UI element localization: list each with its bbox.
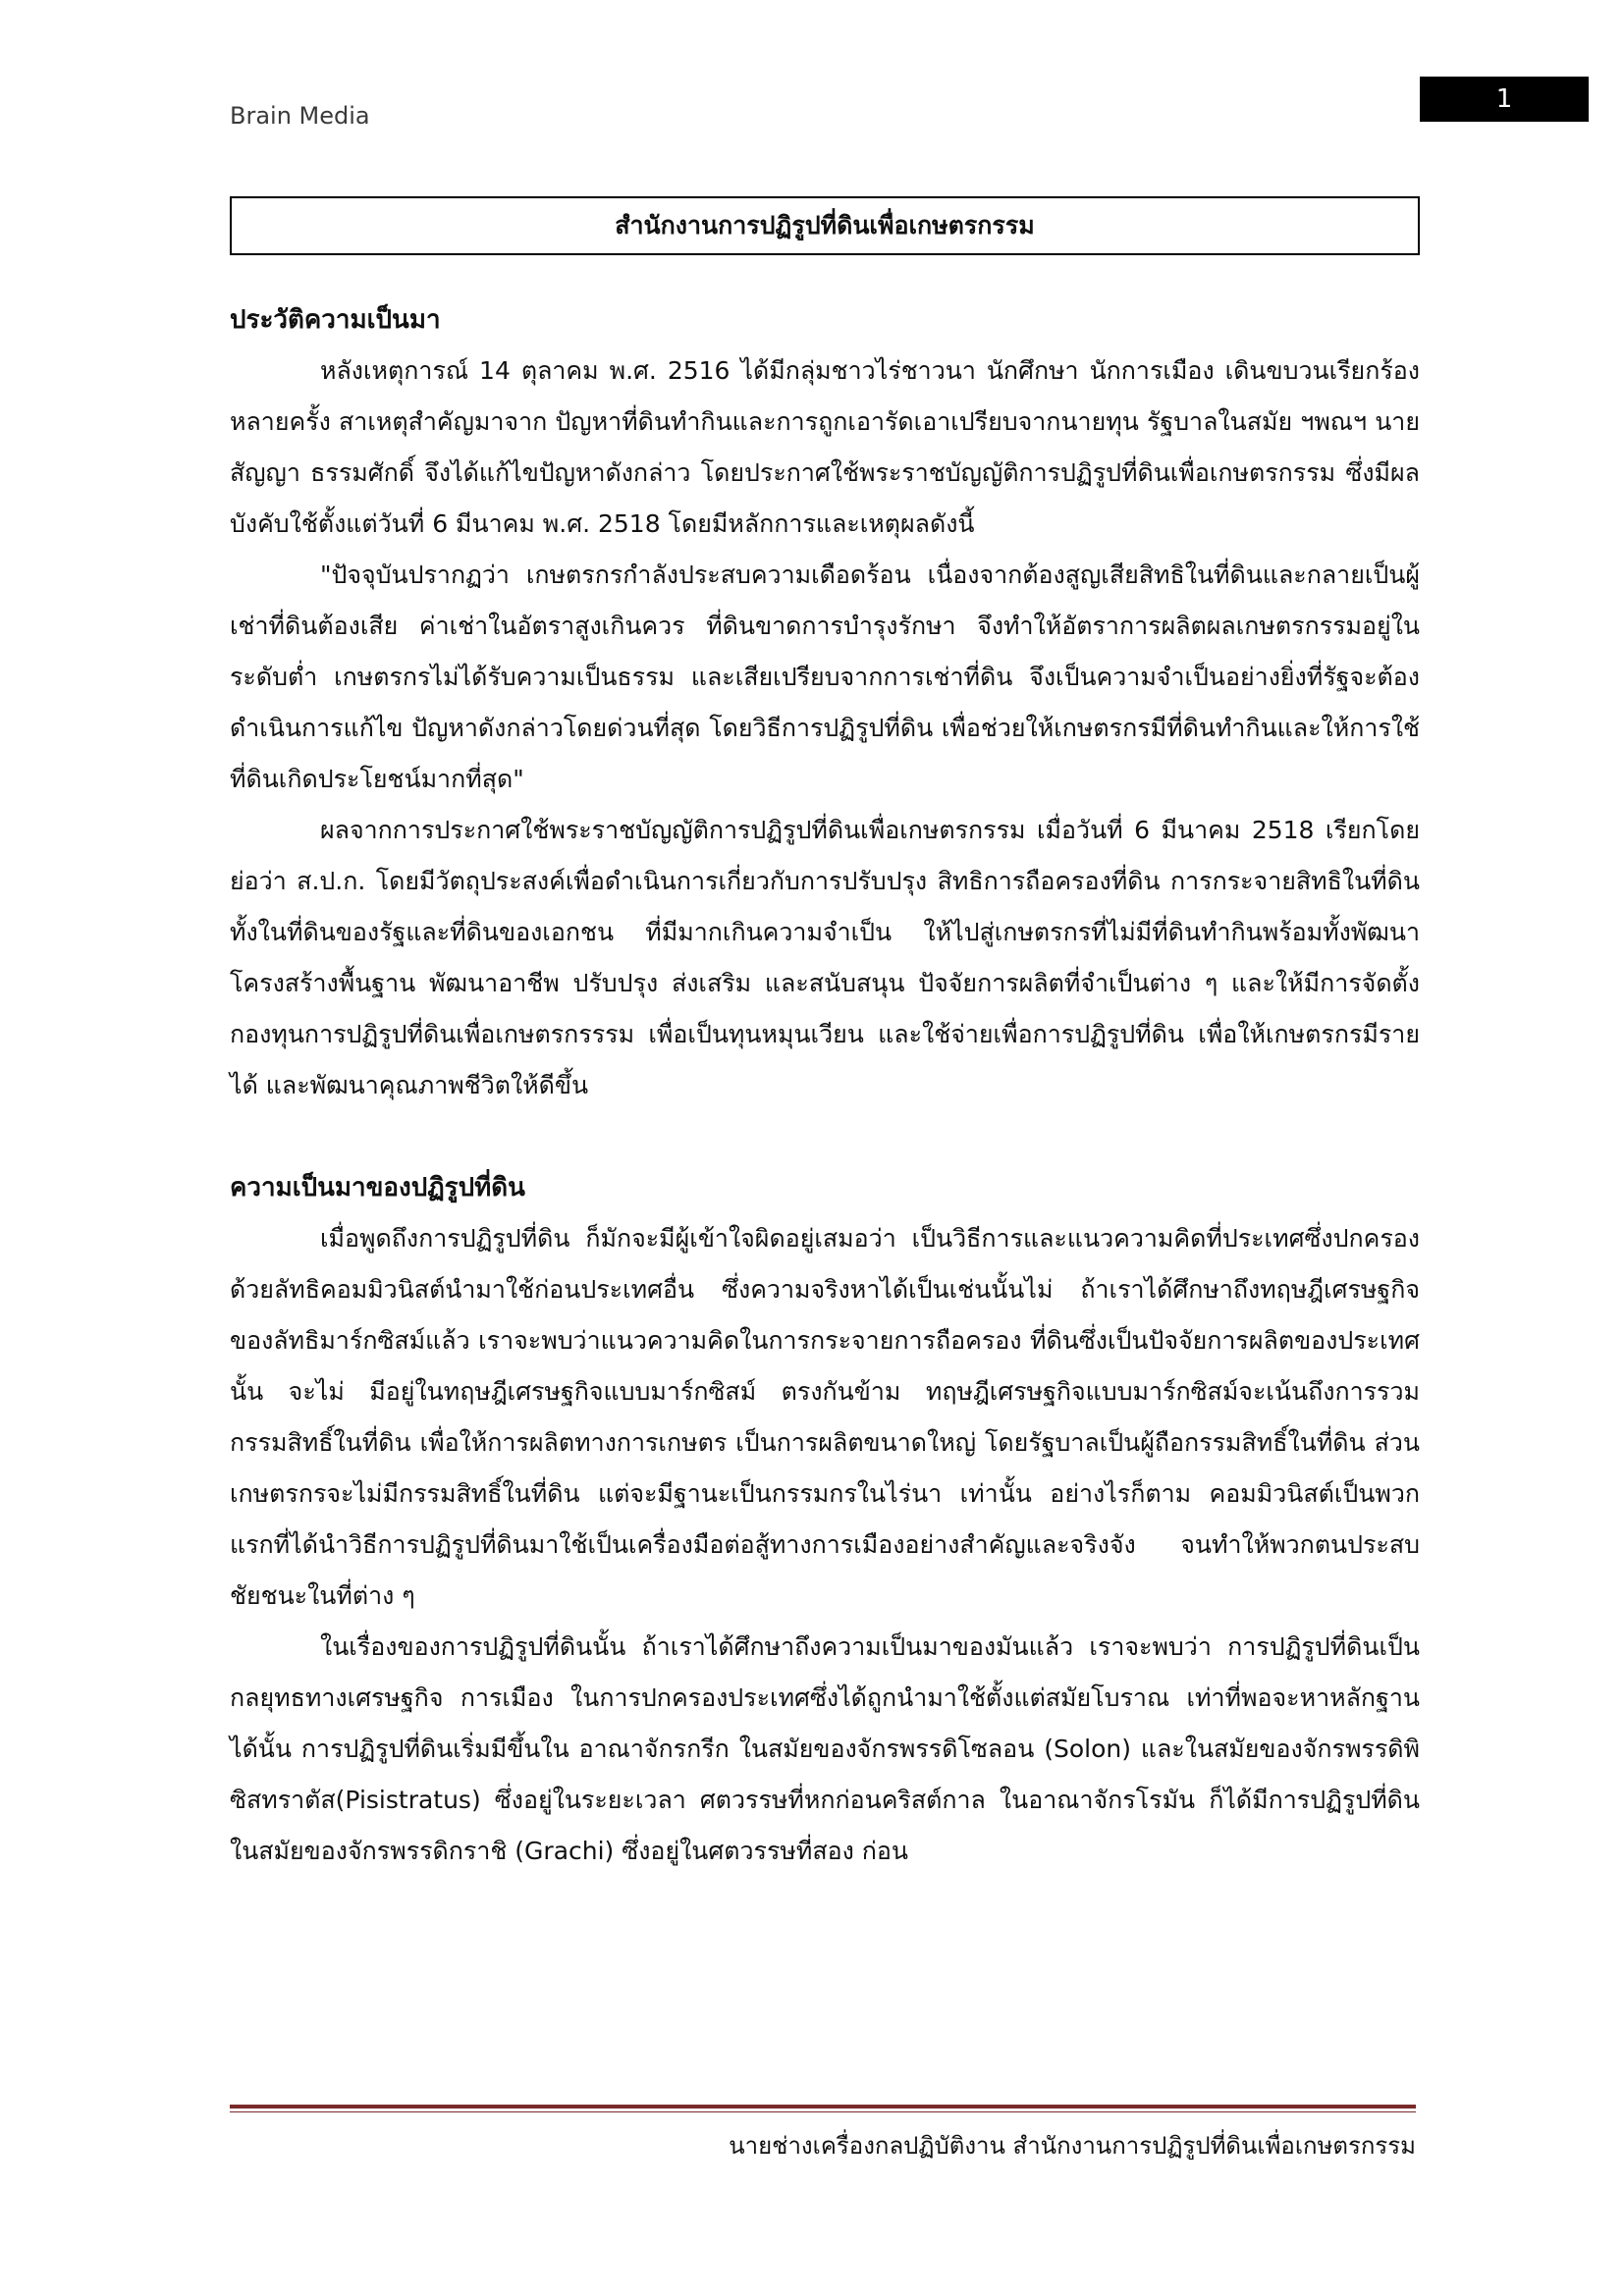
paragraph: ผลจากการประกาศใช้พระราชบัญญัติการปฏิรูปที่ดินเพื่อเกษตรกรรม เมื่อวันที่ 6 มีนาคม 2518 เรียกโดยย่อว่า ส.ป.ก. โดยมีวัตถุประสงค์เพื่อดำเนินการเกี่ยวกับการปรับปรุง สิทธิการถือครองที่ดิน การกระจายสิทธิในที่ดิน ทั้งในที่ดินของรัฐและที่ดินของเอกชน ที่มีมากเกินความจำเป็น ให้ไปสู่เกษตรกรที่ไม่มีที่ดินทำกินพร้อมทั้งพัฒนาโครงสร้างพื้นฐาน พัฒนาอาชีพ ปรับปรุง ส่งเสริม และสนับสนุน ปัจจัยการผลิตที่จำเป็นต่าง ๆ และให้มีการจัดตั้งกองทุนการปฏิรูปที่ดินเพื่อเกษตรกรรรม เพื่อเป็นทุนหมุนเวียน และใช้จ่ายเพื่อการปฏิรูปที่ดิน เพื่อให้เกษตรกรมีรายได้ และพัฒนาคุณภาพชีวิตให้ดีขึ้น [230,816,1420,1099]
paragraph: เมื่อพูดถึงการปฏิรูปที่ดิน ก็มักจะมีผู้เข้าใจผิดอยู่เสมอว่า เป็นวิธีการและแนวความคิดที่ประเทศซึ่งปกครองด้วยลัทธิคอมมิวนิสต์นำมาใช้ก่อนประเทศอื่น ซึ่งความจริงหาได้เป็นเช่นนั้นไม่ ถ้าเราได้ศึกษาถึงทฤษฎีเศรษฐกิจ ของลัทธิมาร์กซิสม์แล้ว เราจะพบว่าแนวความคิดในการกระจายการถือครอง ที่ดินซึ่งเป็นปัจจัยการผลิตของประเทศนั้น จะไม่ มีอยู่ในทฤษฎีเศรษฐกิจแบบมาร์กซิสม์ ตรงกันข้าม ทฤษฎีเศรษฐกิจแบบมาร์กซิสม์จะเน้นถึงการรวมกรรมสิทธิ์ในที่ดิน เพื่อให้การผลิตทางการเกษตร เป็นการผลิตขนาดใหญ่ โดยรัฐบาลเป็นผู้ถือกรรมสิทธิ์ในที่ดิน ส่วนเกษตรกรจะไม่มีกรรมสิทธิ์ในที่ดิน แต่จะมีฐานะเป็นกรรมกรในไร่นา เท่านั้น อย่างไรก็ตาม คอมมิวนิสต์เป็นพวกแรกที่ได้นำวิธีการปฏิรูปที่ดินมาใช้เป็นเครื่องมือต่อสู้ทางการเมืองอย่างสำคัญและจริงจัง จนทำให้พวกตนประสบชัยชนะในที่ต่าง ๆ [230,1224,1420,1610]
paragraph: หลังเหตุการณ์ 14 ตุลาคม พ.ศ. 2516 ได้มีกลุ่มชาวไร่ชาวนา นักศึกษา นักการเมือง เดินขบวนเรียกร้องหลายครั้ง สาเหตุสำคัญมาจาก ปัญหาที่ดินทำกินและการถูกเอารัดเอาเปรียบจากนายทุน รัฐบาลในสมัย ฯพณฯ นายสัญญา ธรรมศักดิ์ จึงได้แก้ไขปัญหาดังกล่าว โดยประกาศใช้พระราชบัญญัติการปฏิรูปที่ดินเพื่อเกษตรกรรม ซึ่งมีผลบังคับใช้ตั้งแต่วันที่ 6 มีนาคม พ.ศ. 2518 โดยมีหลักการและเหตุผลดังนี้ [230,356,1420,538]
publisher-name: Brain Media [230,102,370,130]
document-body [230,294,1420,1877]
section-heading-history: ประวัติความเป็นมา [230,305,441,335]
footer-divider [230,2105,1416,2109]
paragraph: ในเรื่องของการปฏิรูปที่ดินนั้น ถ้าเราได้ศึกษาถึงความเป็นมาของมันแล้ว เราจะพบว่า การปฏิรูปที่ดินเป็นกลยุทธทางเศรษฐกิจ การเมือง ในการปกครองประเทศซึ่งได้ถูกนำมาใช้ตั้งแต่สมัยโบราณ เท่าที่พอจะหาหลักฐานได้นั้น การปฏิรูปที่ดินเริ่มมีขึ้นใน อาณาจักรกรีก ในสมัยของจักรพรรดิโซลอน (Solon) และในสมัยของจักรพรรดิพิซิสทราตัส(Pisistratus) ซึ่งอยู่ในระยะเวลา ศตวรรษที่หกก่อนคริสต์กาล ในอาณาจักรโรมัน ก็ได้มีการปฏิรูปที่ดินในสมัยของจักรพรรดิกราชิ (Grachi) ซึ่งอยู่ในศตวรรษที่สอง ก่อน [230,1632,1420,1865]
section-gap [230,1111,1420,1162]
section-heading-land-reform-background: ความเป็นมาของปฏิรูปที่ดิน [230,1173,525,1202]
footer-divider-thin [230,2111,1416,2112]
footer-text: นายช่างเครื่องกลปฏิบัติงาน สำนักงานการปฏิรูปที่ดินเพื่อเกษตรกรรม [729,2132,1416,2160]
document-title: สำนักงานการปฏิรูปที่ดินเพื่อเกษตรกรรม [230,196,1420,255]
quoted-paragraph: "ปัจจุบันปรากฏว่า เกษตรกรกำลังประสบความเดือดร้อน เนื่องจากต้องสูญเสียสิทธิในที่ดินและกลายเป็นผู้เช่าที่ดินต้องเสีย ค่าเช่าในอัตราสูงเกินควร ที่ดินขาดการบำรุงรักษา จึงทำให้อัตราการผลิตผลเกษตรกรรมอยู่ในระดับต่ำ เกษตรกรไม่ได้รับความเป็นธรรม และเสียเปรียบจากการเช่าที่ดิน จึงเป็นความจำเป็นอย่างยิ่งที่รัฐจะต้องดำเนินการแก้ไข ปัญหาดังกล่าวโดยด่วนที่สุด โดยวิธีการปฏิรูปที่ดิน เพื่อช่วยให้เกษตรกรมีที่ดินทำกินและให้การใช้ที่ดินเกิดประโยชน์มากที่สุด" [230,561,1420,793]
page-number: 1 [1420,77,1589,122]
